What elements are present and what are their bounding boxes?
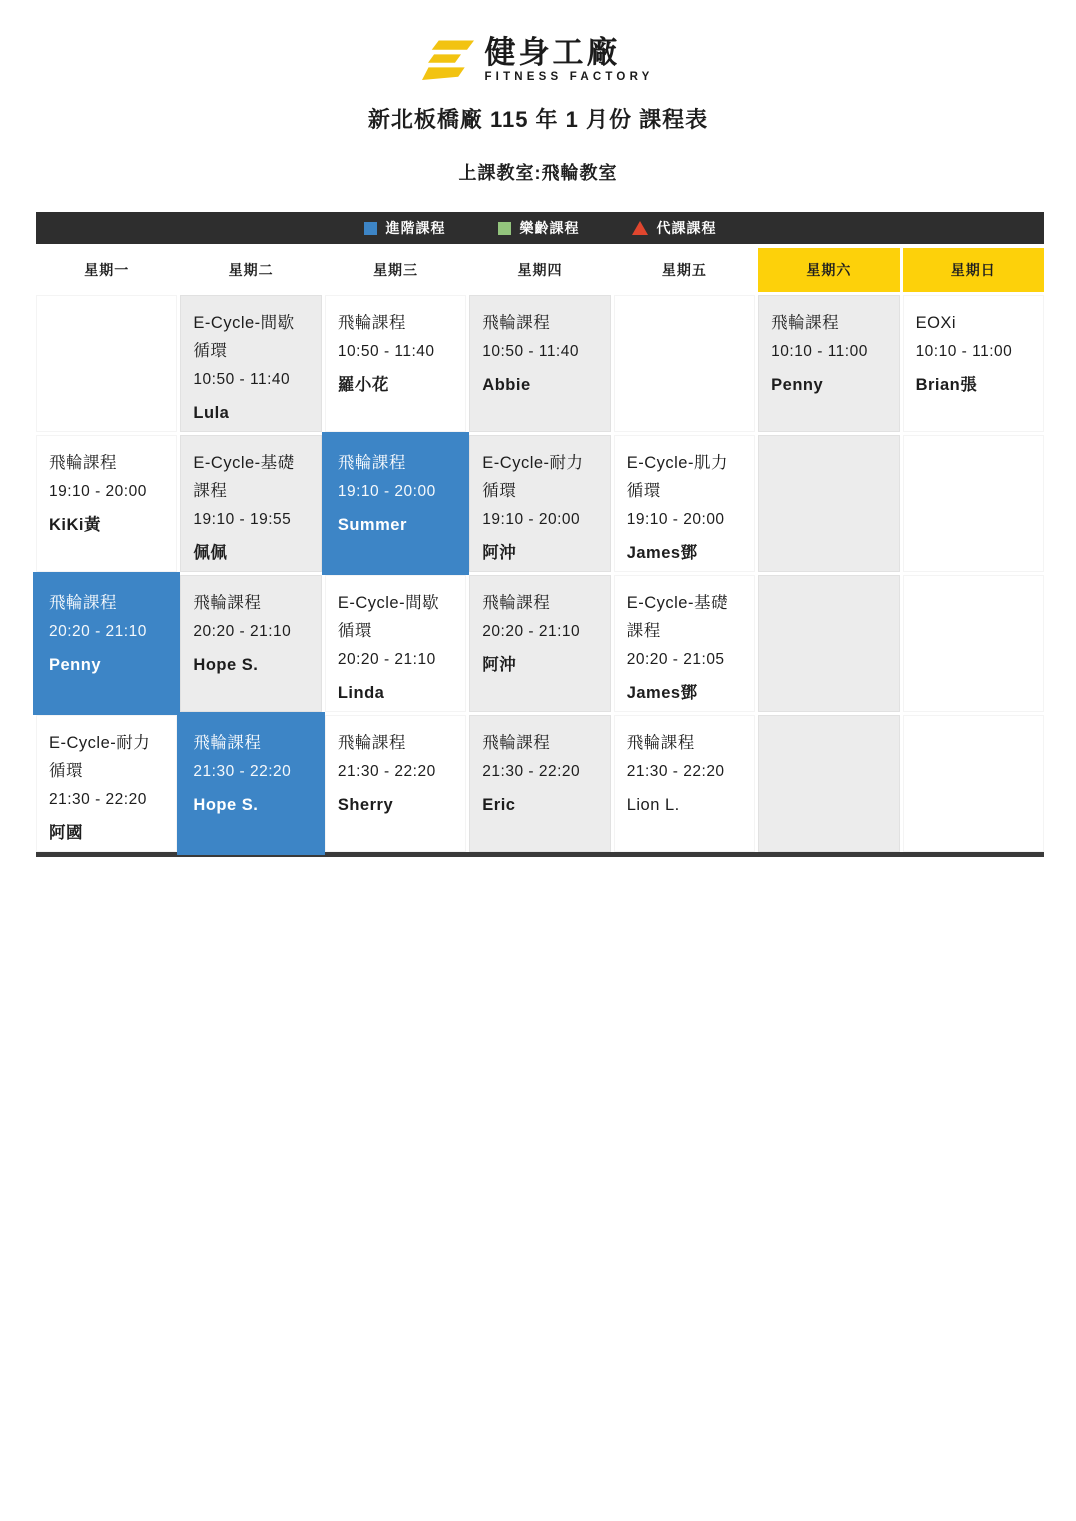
schedule-cell (758, 435, 899, 572)
course-time: 20:20 - 21:10 (49, 623, 147, 640)
instructor-name: Hope S. (193, 656, 259, 674)
course-name: E-Cycle-耐力循環 (49, 734, 151, 780)
course-time: 19:10 - 20:00 (49, 483, 147, 500)
course-name: E-Cycle-間歇循環 (193, 314, 295, 360)
course-time: 21:30 - 22:20 (482, 763, 581, 780)
brand-logo (0, 34, 1076, 86)
legend-triangle-icon (632, 221, 648, 235)
course-name: 飛輪課程 (337, 314, 406, 332)
course-time: 19:10 - 20:00 (626, 511, 725, 528)
instructor-name: 羅小花 (337, 376, 389, 394)
schedule-cell (758, 715, 899, 852)
course-time: 21:30 - 22:20 (193, 763, 292, 780)
course-name: E-Cycle-間歇循環 (337, 594, 440, 640)
instructor-name: Lion L. (626, 796, 680, 814)
day-header-cell: 星期六 (758, 248, 899, 292)
instructor-name: Penny (771, 376, 824, 394)
schedule-cell (469, 295, 610, 432)
instructor-name: Penny (49, 656, 102, 674)
course-name: E-Cycle-基礎課程 (626, 594, 728, 640)
schedule-cell (325, 295, 466, 432)
schedule-cell (469, 435, 610, 572)
schedule-cell (180, 575, 321, 712)
course-time: 19:10 - 20:00 (337, 483, 436, 500)
schedule-cell (614, 435, 755, 572)
day-header-cell: 星期一 (36, 248, 177, 292)
course-time: 19:10 - 20:00 (482, 511, 581, 528)
schedule-cell (36, 435, 177, 572)
schedule-cell (758, 295, 899, 432)
course-time: 10:10 - 11:00 (771, 343, 868, 360)
brand-text (484, 37, 653, 83)
instructor-name: 阿沖 (482, 544, 517, 562)
schedule-cell (36, 715, 177, 852)
schedule-cell (180, 435, 321, 572)
course-name: 飛輪課程 (49, 454, 117, 472)
legend-item (364, 218, 446, 238)
course-name: 飛輪課程 (337, 454, 406, 472)
course-time: 21:30 - 22:20 (337, 763, 436, 780)
day-header-cell: 星期三 (325, 248, 466, 292)
course-time: 20:20 - 21:10 (482, 623, 581, 640)
instructor-name: Abbie (482, 376, 531, 394)
fitness-factory-logo-icon (422, 38, 474, 82)
instructor-name: Brian張 (915, 376, 978, 394)
schedule-grid (36, 295, 1044, 857)
schedule-cell (33, 572, 180, 715)
instructor-name: Eric (482, 796, 516, 814)
schedule-cell (36, 295, 177, 432)
legend-square-icon (498, 222, 511, 235)
day-header-cell: 星期五 (614, 248, 755, 292)
course-time: 20:20 - 21:10 (193, 623, 292, 640)
brand-name-zh: 健身工廠 (484, 35, 621, 71)
course-time: 20:20 - 21:05 (626, 651, 725, 668)
course-name: 飛輪課程 (771, 314, 840, 332)
schedule-cell (903, 295, 1044, 432)
schedule-cell (180, 295, 321, 432)
course-time: 10:10 - 11:00 (915, 343, 1013, 360)
course-name: E-Cycle-耐力循環 (482, 454, 584, 500)
course-time: 10:50 - 11:40 (337, 343, 435, 360)
timetable (36, 212, 1044, 857)
instructor-name: James鄧 (626, 684, 698, 702)
legend-item (632, 218, 717, 238)
schedule-cell (903, 715, 1044, 852)
instructor-name: 阿沖 (482, 656, 517, 674)
course-name: E-Cycle-肌力循環 (626, 454, 728, 500)
day-header-cell: 星期二 (180, 248, 321, 292)
schedule-cell (758, 575, 899, 712)
legend-label: 進階課程 (385, 220, 446, 236)
course-name: 飛輪課程 (626, 734, 695, 752)
legend-label: 樂齡課程 (519, 220, 580, 236)
day-header-cell: 星期日 (903, 248, 1044, 292)
course-name: 飛輪課程 (49, 594, 117, 612)
course-time: 21:30 - 22:20 (626, 763, 725, 780)
legend-bar (36, 212, 1044, 244)
instructor-name: KiKi黃 (49, 516, 101, 534)
course-name: 飛輪課程 (193, 734, 262, 752)
instructor-name: 阿國 (49, 824, 83, 842)
room-subtitle: 上課教室:飛輪教室 (458, 163, 618, 183)
instructor-name: Summer (337, 516, 407, 534)
schedule-cell (177, 712, 324, 855)
schedule-cell (322, 432, 469, 575)
instructor-name: Lula (193, 404, 230, 422)
day-header-row (36, 248, 1044, 292)
course-name: EOXi (915, 314, 957, 332)
schedule-cell (325, 575, 466, 712)
instructor-name: Linda (337, 684, 385, 702)
brand-name-en: FITNESS FACTORY (484, 70, 654, 83)
schedule-cell (469, 715, 610, 852)
course-name: 飛輪課程 (482, 314, 551, 332)
course-time: 21:30 - 22:20 (49, 791, 147, 808)
legend-item (498, 218, 580, 238)
instructor-name: Hope S. (193, 796, 259, 814)
schedule-cell (614, 715, 755, 852)
legend-square-icon (364, 222, 377, 235)
schedule-cell (614, 295, 755, 432)
instructor-name: 佩佩 (193, 544, 228, 562)
schedule-cell (325, 715, 466, 852)
schedule-cell (903, 435, 1044, 572)
legend-label: 代課課程 (656, 220, 717, 236)
course-name: 飛輪課程 (482, 734, 551, 752)
course-time: 10:50 - 11:40 (482, 343, 579, 360)
course-name: 飛輪課程 (193, 594, 262, 612)
schedule-cell (614, 575, 755, 712)
day-header-cell: 星期四 (469, 248, 610, 292)
page-title: 新北板橋廠 115 年 1 月份 課程表 (367, 107, 709, 132)
course-time: 20:20 - 21:10 (337, 651, 436, 668)
schedule-cell (903, 575, 1044, 712)
course-time: 19:10 - 19:55 (193, 511, 292, 528)
course-name: 飛輪課程 (337, 734, 406, 752)
schedule-cell (469, 575, 610, 712)
course-name: 飛輪課程 (482, 594, 551, 612)
instructor-name: Sherry (337, 796, 394, 814)
instructor-name: James鄧 (626, 544, 698, 562)
course-name: E-Cycle-基礎課程 (193, 454, 295, 500)
course-time: 10:50 - 11:40 (193, 371, 291, 388)
